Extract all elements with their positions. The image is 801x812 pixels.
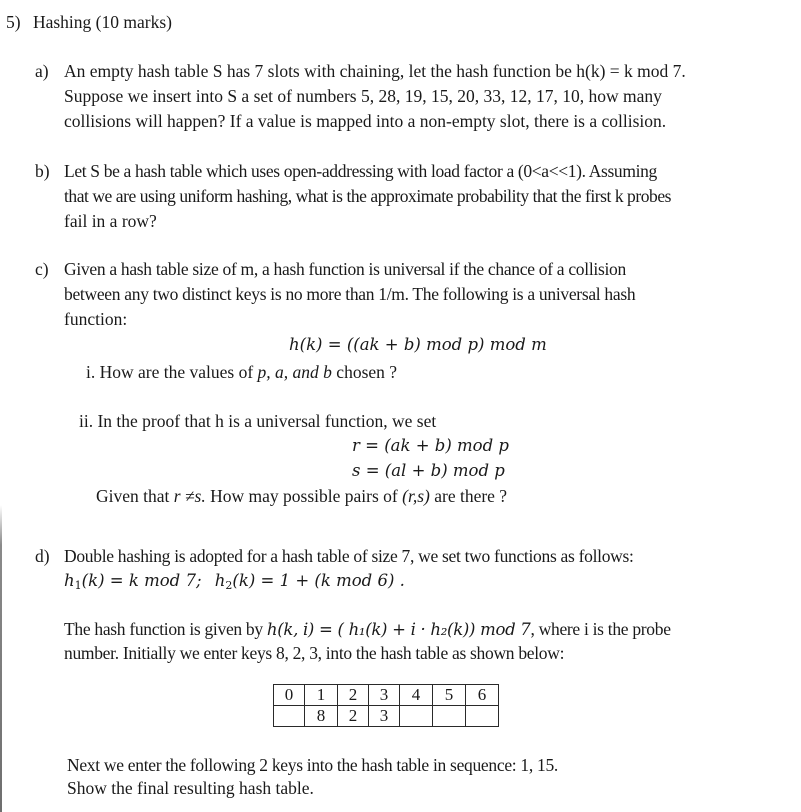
question-title: Hashing (10 marks) xyxy=(32,12,172,32)
slot-index: 4 xyxy=(400,685,433,706)
part-c-line-3: function: xyxy=(64,309,128,329)
q-condition: r ≠s. xyxy=(173,486,206,506)
h2-symbol: h xyxy=(214,571,226,590)
part-a-line-3: collisions will happen? If a value is mapped into a non-empty slot, there is a collision. xyxy=(64,111,667,131)
slot-value xyxy=(400,706,433,727)
h1-definition: (k) = k mod 7; xyxy=(81,571,202,590)
slot-value: 8 xyxy=(305,706,338,727)
q-prefix: Given that xyxy=(96,486,174,506)
slot-value: 3 xyxy=(369,706,400,727)
hash-table-index-row xyxy=(274,685,499,706)
hash-table xyxy=(273,684,499,727)
part-c-sub-ii-intro: ii. In the proof that h is a universal function, we set xyxy=(79,411,437,431)
part-c-sub-i xyxy=(86,360,397,384)
part-a-line-1: An empty hash table S has 7 slots with chaining, let the hash function be h(k) = k mod 7. xyxy=(64,61,686,81)
part-d-line-1: Double hashing is adopted for a hash table of size 7, we set two functions as follows: xyxy=(64,546,634,566)
slot-index: 6 xyxy=(466,685,499,706)
part-b-line-2: that we are using uniform hashing, what is the approximate probability that the first k probes xyxy=(64,186,671,206)
sub-i-prefix: i. How are the values of xyxy=(86,362,258,382)
part-b-line-3: fail in a row? xyxy=(64,211,157,231)
equation-s: s = (al + b) mod p xyxy=(352,461,505,480)
question-heading xyxy=(6,10,172,34)
part-a-line-2: Suppose we insert into S a set of numbers 5, 28, 19, 15, 20, 33, 12, 17, 10, how many xyxy=(64,86,662,106)
slot-index: 0 xyxy=(274,685,305,706)
page-edge-line xyxy=(0,505,2,812)
universal-hash-formula: h(k) = ((ak + b) mod p) mod m xyxy=(289,335,547,354)
slot-index: 1 xyxy=(305,685,338,706)
h2-subscript: 2 xyxy=(225,579,233,592)
sub-i-vars: p, a, and b xyxy=(257,362,332,382)
slot-value xyxy=(274,706,305,727)
part-d-hash-line xyxy=(64,617,671,642)
part-a-label: a) xyxy=(35,61,49,81)
slot-value xyxy=(433,706,466,727)
slot-index: 2 xyxy=(338,685,369,706)
hash-table-value-row xyxy=(274,706,499,727)
part-d-initial-keys-line: number. Initially we enter keys 8, 2, 3, into the hash table as shown below: xyxy=(64,643,565,663)
slot-value xyxy=(466,706,499,727)
probe-hash-formula: h(k, i) = ( h₁(k) + i · h₂(k)) mod 7 xyxy=(266,620,531,639)
part-d-next-keys-line: Next we enter the following 2 keys into the hash table in sequence: 1, 15. xyxy=(67,755,559,775)
part-c-sub-ii-question xyxy=(96,484,507,508)
equation-r: r = (ak + b) mod p xyxy=(352,436,509,455)
slot-index: 5 xyxy=(433,685,466,706)
q-suffix: are there ? xyxy=(429,486,508,506)
part-c-line-1: Given a hash table size of m, a hash function is universal if the chance of a collision xyxy=(64,259,626,279)
part-c-line-2: between any two distinct keys is no more than 1/m. The following is a universal hash xyxy=(64,284,636,304)
question-number: 5) xyxy=(6,12,21,32)
double-hash-functions xyxy=(64,569,405,598)
part-c-label: c) xyxy=(35,259,49,279)
slot-index: 3 xyxy=(369,685,400,706)
hash-prefix: The hash function is given by xyxy=(64,619,267,639)
slot-value: 2 xyxy=(338,706,369,727)
hash-suffix: , where i is the probe xyxy=(530,619,671,639)
part-d-final-instruction: Show the final resulting hash table. xyxy=(67,778,314,798)
q-pair: (r,s) xyxy=(402,486,430,506)
q-mid: How may possible pairs of xyxy=(205,486,403,506)
h2-definition: (k) = 1 + (k mod 6) . xyxy=(232,571,405,590)
part-b-line-1: Let S be a hash table which uses open-addressing with load factor a (0<a<<1). Assuming xyxy=(64,161,657,181)
h1-subscript: 1 xyxy=(74,579,82,592)
h1-symbol: h xyxy=(64,571,75,590)
part-d-label: d) xyxy=(35,546,50,566)
part-b-label: b) xyxy=(35,161,50,181)
sub-i-suffix: chosen ? xyxy=(331,362,398,382)
